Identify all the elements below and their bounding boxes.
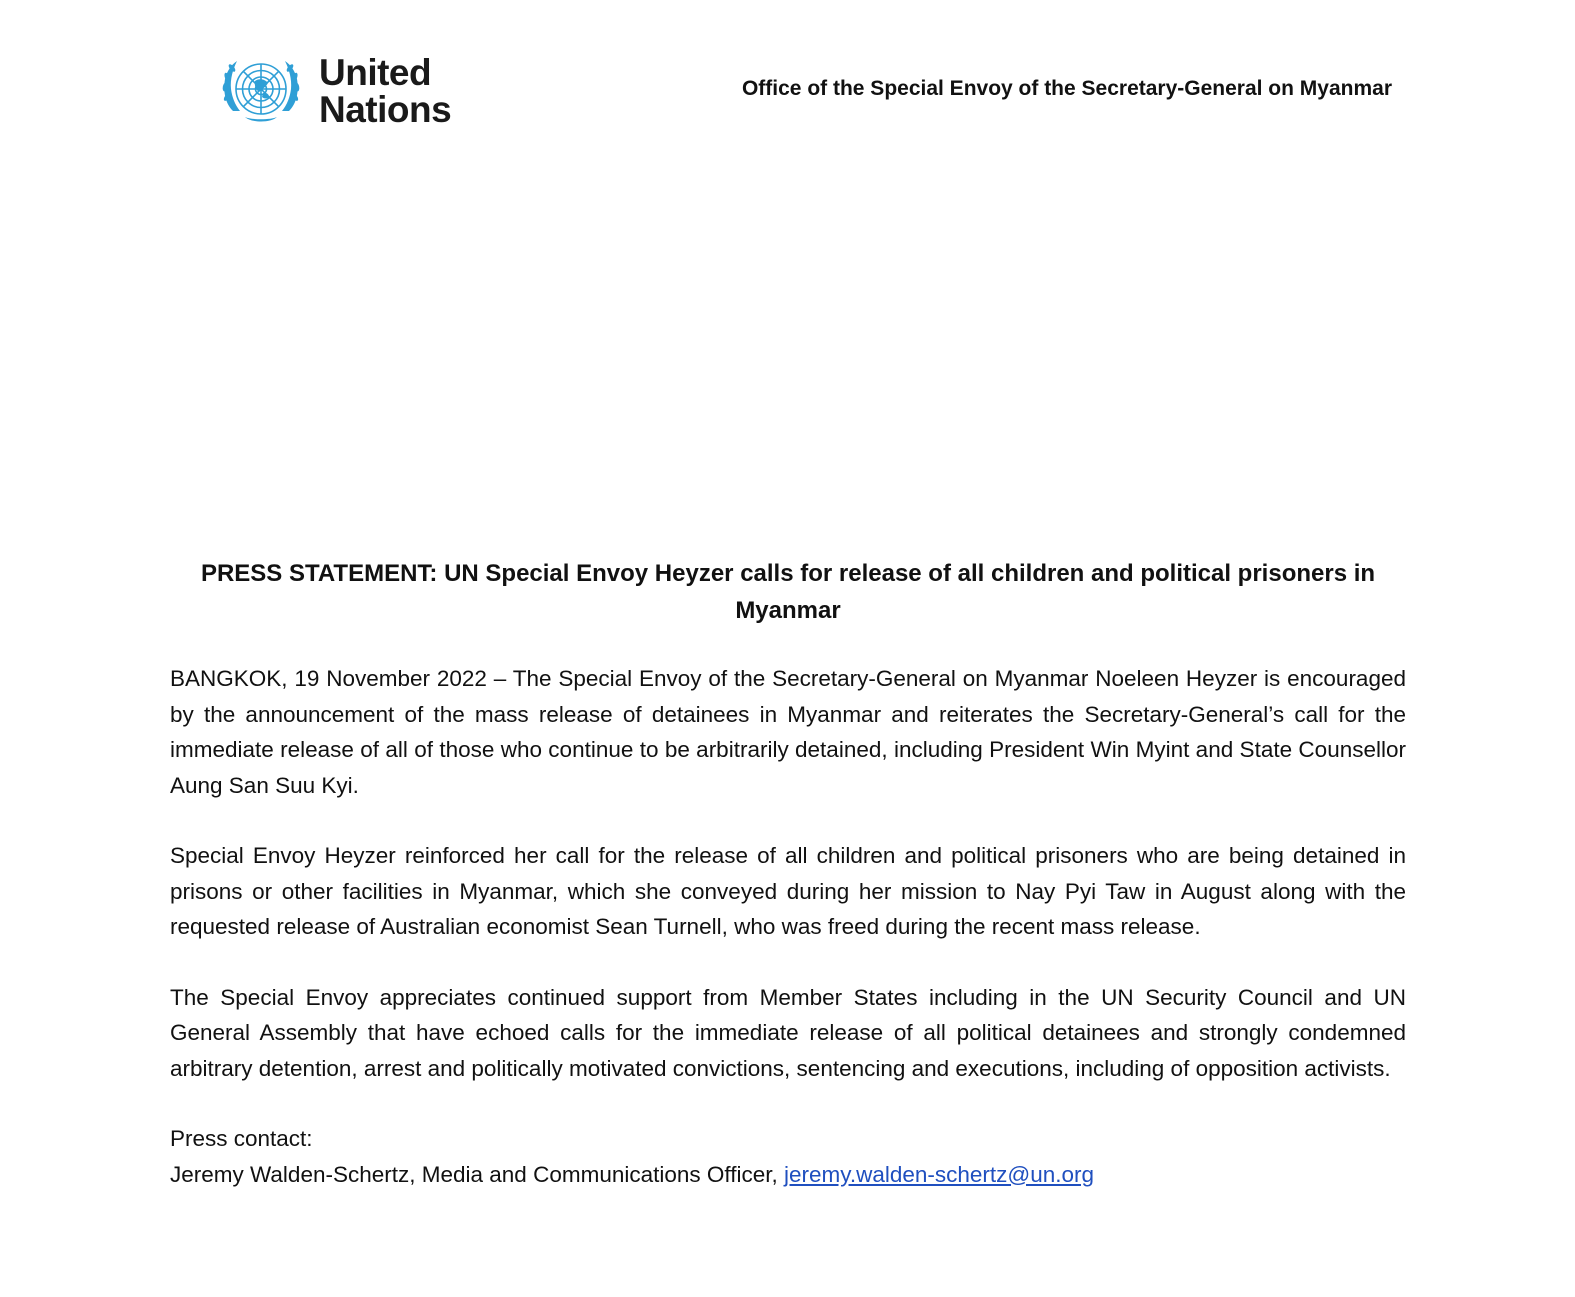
paragraph-3: The Special Envoy appreciates continued support from Member States including in the UN Security Council and UN General Assembly that have echoed calls for the immediate release of all political detainees and strongly condemned arbitrary detention, arrest and politically motivated convictions, sentencing and executions, including of opposition activists.: [170, 984, 1406, 1081]
logo-line-united: United: [319, 52, 432, 93]
logo-line-nations: Nations: [319, 89, 452, 130]
paragraph-1: BANGKOK, 19 November 2022 – The Special Envoy of the Secretary-General on Myanmar Noeleen Heyzer is encouraged by the announcement of the mass release of detainees in Myanmar and reiterates the Secretary-General’s call for the immediate release of all of those who continue to be arbitrarily detained, including President Win Myint and State Counsellor Aung San Suu Kyi.: [170, 666, 1406, 798]
press-contact: [170, 1121, 1406, 1192]
press-contact-line: [170, 1157, 1406, 1193]
un-logo: [215, 51, 451, 131]
un-emblem-icon: [215, 51, 307, 131]
statement-body: [170, 555, 1406, 1192]
email-link[interactable]: jeremy.walden-schertz@un.org: [784, 1161, 1095, 1187]
logo-wordmark: [319, 54, 451, 128]
paragraph-2: Special Envoy Heyzer reinforced her call for the release of all children and political prisoners who are being detained in prisons or other facilities in Myanmar, which she conveyed during her mission to Nay Pyi Taw in August along with the requested release of Australian economist Sean Turnell, who was freed during the recent mass release.: [170, 843, 1406, 939]
statement-title: PRESS STATEMENT: UN Special Envoy Heyzer calls for release of all children and political prisoners in Myanmar: [200, 560, 1376, 624]
press-contact-person: Jeremy Walden-Schertz, Media and Communications Officer,: [170, 1161, 784, 1187]
office-name: Office of the Special Envoy of the Secretary-General on Myanmar: [741, 77, 1392, 100]
press-contact-label: Press contact:: [170, 1126, 313, 1151]
